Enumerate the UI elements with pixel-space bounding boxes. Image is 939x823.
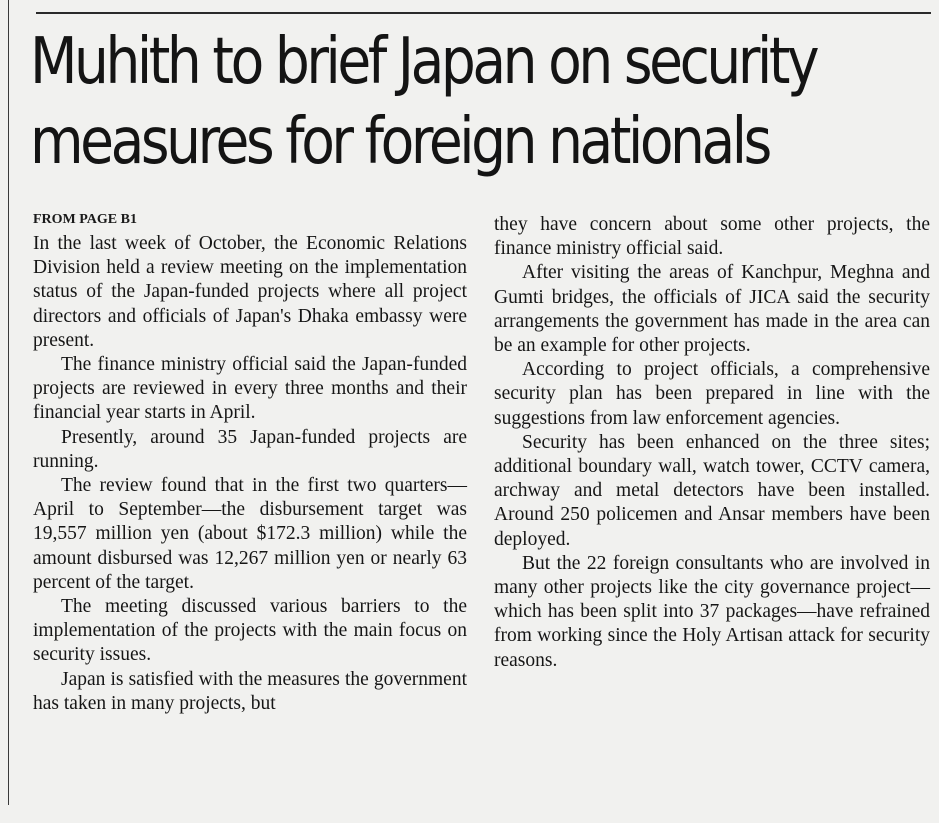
article-column-left	[33, 232, 467, 716]
paragraph: In the last week of October, the Economic Relations Division held a review meeting on the implementation status of the Japan-funded projects where all project directors and officials of Japan's Dhaka embassy were present.	[33, 233, 467, 351]
top-rule	[36, 12, 931, 14]
headline-line-2: measures for foreign nationals	[30, 105, 769, 179]
article-column-right	[494, 213, 930, 673]
paragraph: Presently, around 35 Japan-funded projects are running.	[33, 426, 467, 472]
paragraph: The meeting discussed various barriers to the implementation of the projects with the main focus on security issues.	[33, 596, 467, 666]
paragraph: After visiting the areas of Kanchpur, Meghna and Gumti bridges, the officials of JICA said the security arrangements the government has made in the area can be an example for other projects.	[494, 262, 930, 357]
paragraph: they have concern about some other projects, the finance ministry official said.	[494, 214, 930, 260]
paragraph: The finance ministry official said the Japan-funded projects are reviewed in every three months and their financial year starts in April.	[33, 354, 467, 424]
continued-from-label: FROM PAGE B1	[33, 212, 137, 227]
paragraph: The review found that in the first two quarters—April to September—the disbursement target was 19,557 million yen (about $172.3 million) while the amount disbursed was 12,267 million yen or nearly 63 percent of the target.	[33, 475, 467, 593]
paragraph: Japan is satisfied with the measures the government has taken in many projects, but	[33, 668, 467, 714]
paragraph: But the 22 foreign consultants who are involved in many other projects like the city governance project—which has been split into 37 packages—have refrained from working since the Holy Artisan attack for security reasons.	[494, 552, 930, 671]
headline	[30, 22, 924, 182]
headline-line-1: Muhith to brief Japan on security	[30, 25, 817, 99]
left-column-rule	[8, 0, 9, 805]
paragraph: According to project officials, a comprehensive security plan has been prepared in line with the suggestions from law enforcement agencies.	[494, 359, 930, 429]
paragraph: Security has been enhanced on the three sites; additional boundary wall, watch tower, CCTV camera, archway and metal detectors have been installed. Around 250 policemen and Ansar members have been deployed.	[494, 431, 930, 550]
